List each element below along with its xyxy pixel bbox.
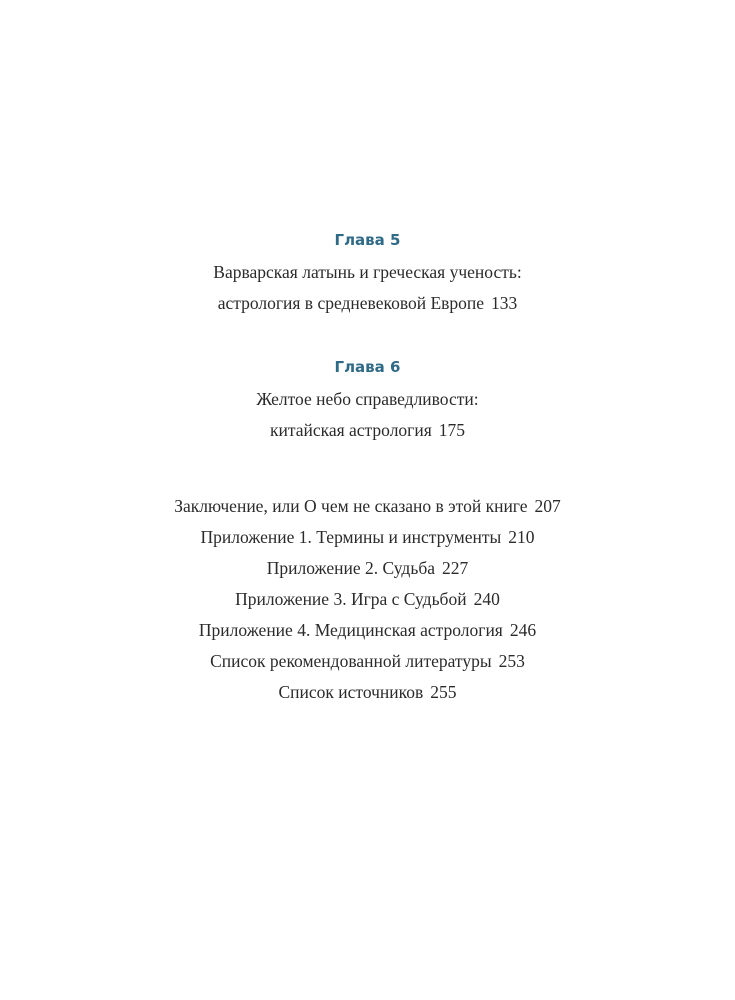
toc-entry-title: Приложение 3. Игра с Судьбой bbox=[235, 589, 467, 609]
toc-entry-appendix-3 bbox=[0, 584, 735, 615]
chapter-title-line bbox=[0, 415, 735, 446]
page-number: 227 bbox=[442, 558, 469, 578]
chapter-title-text: астрология в средневековой Европе bbox=[217, 293, 485, 313]
toc-entry-sources bbox=[0, 677, 735, 708]
toc-entry-title: Список рекомендованной литературы bbox=[210, 651, 492, 671]
page-number: 253 bbox=[498, 651, 525, 671]
toc-entry-appendix-4 bbox=[0, 615, 735, 646]
toc-chapter-6 bbox=[0, 357, 735, 446]
toc-entry-recommended-reading bbox=[0, 646, 735, 677]
chapter-title-text: Желтое небо справедливости: bbox=[256, 389, 479, 409]
toc-entry-title: Заключение, или О чем не сказано в этой книге bbox=[174, 496, 528, 516]
page-number: 240 bbox=[473, 589, 500, 609]
toc-entry-title: Приложение 2. Судьба bbox=[266, 558, 435, 578]
chapter-title-line bbox=[0, 288, 735, 319]
toc-entry-title: Приложение 1. Термины и инструменты bbox=[200, 527, 502, 547]
page-number: 255 bbox=[430, 682, 457, 702]
page-number: 207 bbox=[534, 496, 561, 516]
toc-entry-conclusion bbox=[0, 491, 735, 522]
page-number: 210 bbox=[508, 527, 535, 547]
page-number: 246 bbox=[509, 620, 537, 640]
chapter-title-text: китайская астрология bbox=[269, 420, 432, 440]
chapter-label: Глава 6 bbox=[334, 358, 401, 376]
toc-entry-appendix-2 bbox=[0, 553, 735, 584]
chapter-title-text: Варварская латынь и греческая ученость: bbox=[213, 262, 522, 282]
chapter-label: Глава 5 bbox=[334, 231, 401, 249]
toc-entry-title: Список источников bbox=[278, 682, 424, 702]
page-number: 133 bbox=[491, 293, 518, 313]
toc-entry-title: Приложение 4. Медицинская астрология bbox=[198, 620, 503, 640]
chapter-title-line bbox=[0, 257, 735, 288]
toc-chapter-5 bbox=[0, 230, 735, 319]
chapter-title-line bbox=[0, 384, 735, 415]
page-number: 175 bbox=[438, 420, 466, 440]
toc-entry-appendix-1 bbox=[0, 522, 735, 553]
toc-backmatter-list bbox=[0, 491, 735, 708]
